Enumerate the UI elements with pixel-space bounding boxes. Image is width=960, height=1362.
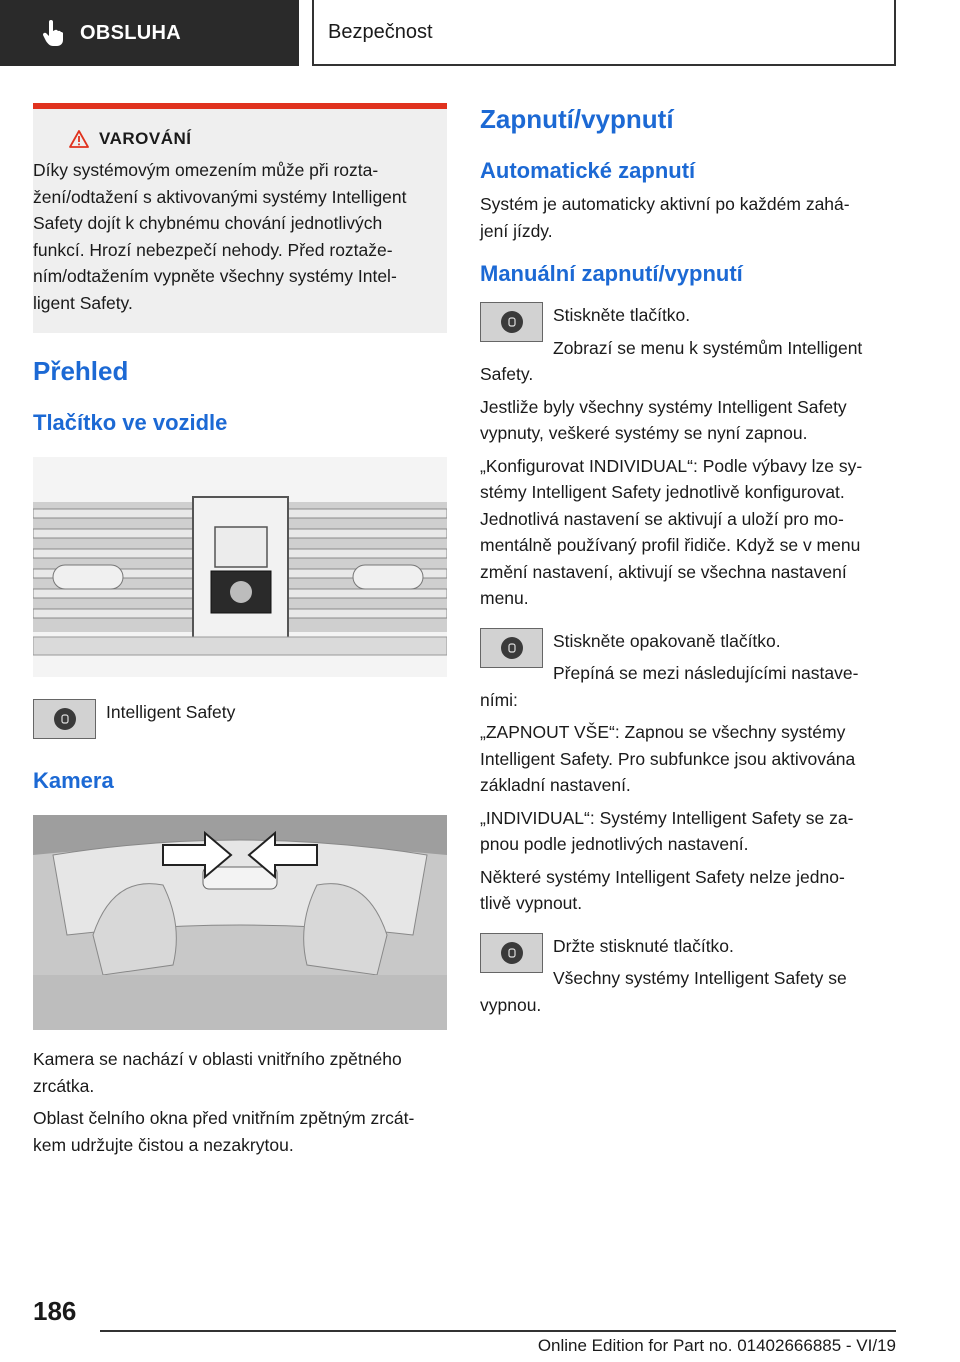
- button-photo: [33, 457, 447, 677]
- intelligent-safety-button-icon[interactable]: [480, 933, 543, 973]
- heading-button-in-vehicle: Tlačítko ve vozidle: [33, 410, 228, 435]
- footer-divider: [100, 1330, 896, 1332]
- intelligent-safety-button-icon[interactable]: [33, 699, 96, 739]
- heading-automatic-on: Automatické zapnutí: [480, 158, 696, 183]
- chapter-title: OBSLUHA: [80, 21, 181, 44]
- chapter-tab[interactable]: [0, 0, 299, 66]
- intelligent-safety-button-icon[interactable]: [480, 302, 543, 342]
- section-title: Bezpečnost: [328, 20, 433, 43]
- page-number: 186: [33, 1296, 77, 1326]
- warning-header: [69, 129, 437, 149]
- section-header: [312, 0, 896, 66]
- safety-shield-icon: [506, 642, 518, 654]
- heading-camera: Kamera: [33, 768, 114, 793]
- heading-overview: Přehled: [33, 356, 129, 386]
- individual-text: „INDIVIDUAL“: Systémy Intelligent Safety se za- pnou podle jednotlivých nastavení.: [480, 807, 854, 854]
- camera-location-text: Kamera se nachází v oblasti vnitřního zpětného zrcátka.: [33, 1049, 402, 1096]
- camera-photo: [33, 815, 447, 1030]
- warning-title: VAROVÁNÍ: [99, 129, 192, 148]
- left-column: [33, 103, 447, 1158]
- step-press-button: Stiskněte tlačítko. Zobrazí se menu k systémům Intelligent: [480, 302, 896, 361]
- configure-individual-text: „Konfigurovat INDIVIDUAL“: Podle výbavy lze sy- stémy Intelligent Safety jednotlivě konfigurovat. Jednotlivá nastavení se aktivují a uloží pro mo- mentálně používaný profil řidiče. Když se v menu změní nastavení, aktivují se všechna nastavení menu.: [480, 455, 863, 608]
- heading-manual-on-off: Manuální zapnutí/vypnutí: [480, 261, 743, 286]
- intelligent-safety-button-icon[interactable]: [480, 628, 543, 668]
- intelligent-safety-button-row: [33, 699, 447, 739]
- all-on-text: „ZAPNOUT VŠE“: Zapnou se všechny systémy Intelligent Safety. Pro subfunkce jsou aktivována základní nastavení.: [480, 722, 856, 795]
- footer-edition: Online Edition for Part no. 01402666885 - VI/19: [537, 1336, 896, 1355]
- step-press-repeatedly: Stiskněte opakovaně tlačítko. Přepíná se mezi následujícími nastave-: [480, 628, 896, 687]
- camera-windshield-text: Oblast čelního okna před vnitřním zpětným zrcát- kem udržujte čistou a nezakrytou.: [33, 1108, 415, 1155]
- cannot-disable-text: Některé systémy Intelligent Safety nelze jedno- tlivě vypnout.: [480, 866, 845, 913]
- automatic-on-text: Systém je automaticky aktivní po každém zahá- jení jízdy.: [480, 194, 850, 241]
- right-column: Zapnutí/vypnutí Automatické zapnutí Systém je automaticky aktivní po každém zahá- jení jízdy. Manuální zapnutí/vypnutí Stiskněte tlačítko. Zobrazí se menu k systémům Intelligent Safety. Jestliže byly všechny systémy Intelligent Safety vypnuty, veškeré systémy se nyní zapnou. „Konfigurovat INDIVIDUAL“: Podle výbavy lze sy- stémy Intelligent Safety jednotlivě konfigurovat. Jednotlivá nastavení se aktivují a uloží pro mo- mentálně používaný profil řidiče. Když se v menu změní nastavení, aktivují se všechna nastavení menu. Stiskněte opakovaně tlačítko. Přepíná se mezi následujícími nastave- ními: „ZAPNOUT VŠE“: Zapnou se všechny systémy Intelligent Safety. Pro subfunkce jsou aktivována základní nastavení. „INDIVIDUAL“: Systémy Intelligent Safety se za- pnou podle jednotlivých nastavení. Některé systémy Intelligent Safety nelze jedno- tlivě vypnout. Držte stisknuté tlačítko. Všechny systémy Intelligent Safety se vypnou.: [480, 103, 896, 1018]
- hand-pointer-icon: [42, 20, 64, 46]
- warning-text: Díky systémovým omezením může při rozta- žení/odtažení s aktivovanými systémy Intelligent Safety dojít k chybnému chování jednotlivých funkcí. Hrozí nebezpečí nehody. Před roztaže- ním/odtažením vypněte všechny systémy Intel- ligent Safety.: [33, 160, 407, 313]
- warning-triangle-icon: [69, 130, 89, 148]
- safety-shield-icon: [59, 713, 71, 725]
- warning-box: [33, 103, 447, 333]
- safety-shield-icon: [506, 316, 518, 328]
- heading-on-off: Zapnutí/vypnutí: [480, 104, 674, 134]
- step-hold-button: Držte stisknuté tlačítko. Všechny systémy Intelligent Safety se: [480, 933, 896, 992]
- safety-shield-icon: [506, 947, 518, 959]
- all-off-text: Jestliže byly všechny systémy Intelligent Safety vypnuty, veškeré systémy se nyní zapnou.: [480, 396, 847, 443]
- intelligent-safety-caption: Intelligent Safety: [106, 702, 236, 722]
